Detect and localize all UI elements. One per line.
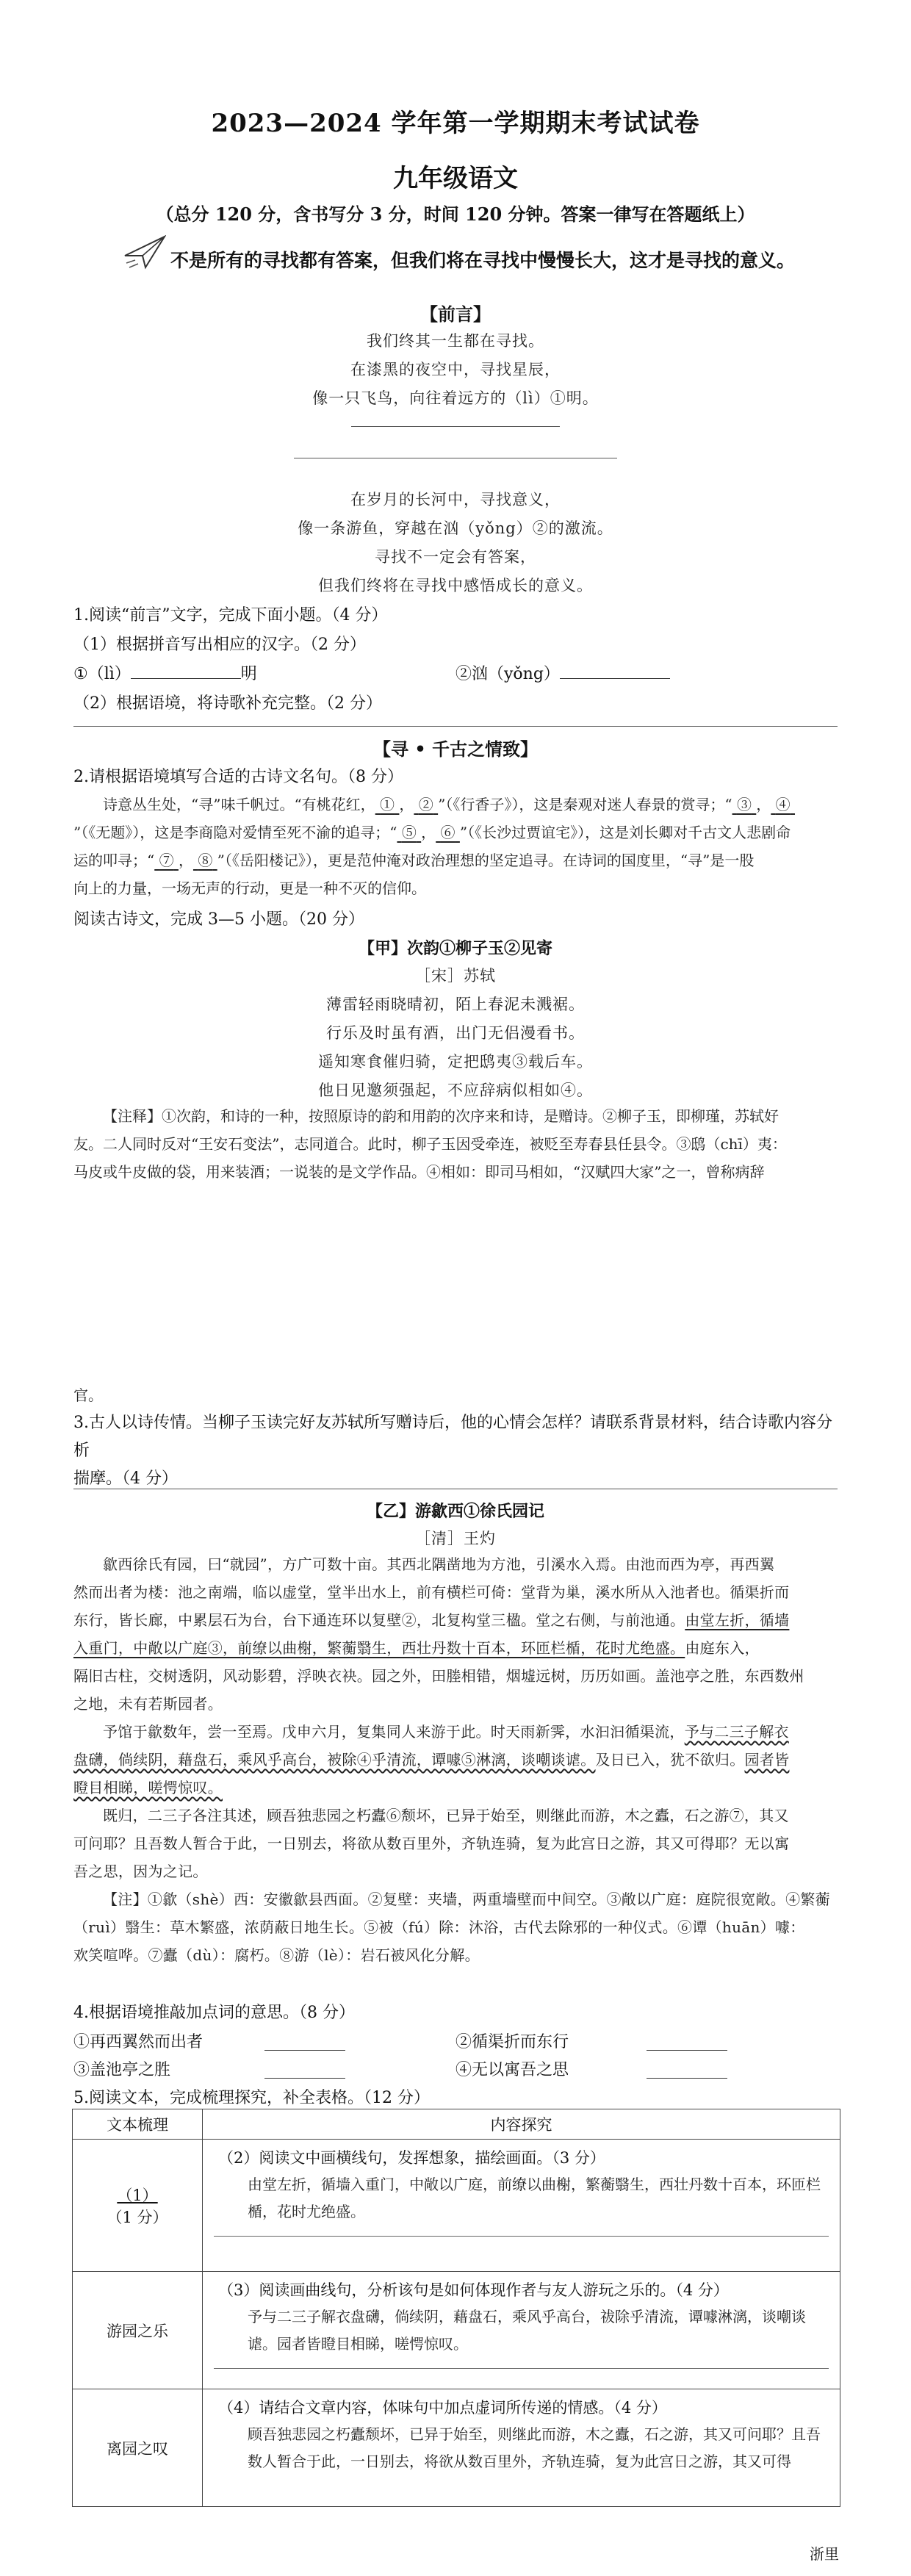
question-3	[73, 1409, 838, 1493]
q1-1b-label: ②汹（yǒng）	[455, 665, 560, 683]
wavy-sentence: 园者皆	[744, 1751, 790, 1769]
preface-line: 寻找不一定会有答案，	[375, 548, 536, 566]
question-4: 4.根据语境推敲加点词的意思。（8 分）	[73, 2004, 355, 2022]
question-5: 5.阅读文本，完成梳理探究，补全表格。（12 分）	[73, 2089, 430, 2107]
underlined-sentence: 由堂左折，循墙	[685, 1611, 790, 1629]
blank-4[interactable]: ④	[775, 796, 791, 813]
note-line: 欢笑喧哗。⑦蠹（dù）：腐朽。⑧游（lè）：岩石被风化分解。	[73, 1946, 480, 1964]
analysis-table	[72, 2109, 840, 2507]
answer-line[interactable]	[214, 2368, 829, 2369]
sub-body: 顾吾独悲园之朽蠹颓坏，已异于始至，则继此而游，木之蠹，石之游，其又可问耶？且吾数人暂合于此，一日别去，将欲从数百里外，齐轨连骑，复为此宫日之游，其又可得	[248, 2425, 821, 2470]
table-cell-left: 游园之乐	[73, 2272, 203, 2389]
q2-text: ”（《岳阳楼记》），更是范仲淹对政治理想的坚定追寻。在诗词的国度里，“寻”是一股	[217, 852, 755, 869]
score-label: （1 分）	[107, 2208, 168, 2226]
poem-jia-title: 【甲】次韵①柳子玉②见寄	[358, 939, 552, 958]
essay-line: 予馆于歙数年，尝一至焉。戊申六月，复集同人来游于此。时天雨新霁，水汩汩循渠流，予与二三子解衣	[103, 1723, 789, 1741]
exam-title: 2023—2024 学年第一学期期末考试试卷	[211, 109, 700, 138]
table-cell-right	[203, 2389, 840, 2507]
essay-line: 吾之思，因为之记。	[73, 1863, 208, 1880]
poem-jia-line: 他日见邀须强起，不应辞病似相如④。	[318, 1082, 593, 1099]
table-cell-right	[203, 2140, 840, 2272]
sub-body: 予与二三子解衣盘礴，倘续阴，藉盘石，乘风乎高台，祓除乎清流，谭噱淋漓，谈嘲谈谑。园者皆瞪目相睇，嗟愕惊叹。	[248, 2308, 806, 2353]
essay-yi-author: ［清］王灼	[415, 1530, 496, 1547]
note-line: 【注释】①次韵，和诗的一种，按照原诗的韵和用韵的次序来和诗，是赠诗。②柳子玉，即柳瑾，苏轼好	[103, 1107, 779, 1125]
preface-title: 【前言】	[420, 303, 491, 325]
question-1-1b	[455, 661, 670, 684]
answer-blank[interactable]	[264, 2078, 345, 2079]
wavy-sentence: 予与二三子解衣	[684, 1723, 789, 1741]
essay-line: 既归，二三子各注其述，顾吾独悲园之朽蠹⑥颓坏，已异于始至，则继此而游，木之蠹，石之游⑦，其又	[103, 1807, 789, 1824]
q3-line: 揣摩。（4 分）	[73, 1469, 178, 1488]
reading-intro: 阅读古诗文，完成 3—5 小题。（20 分）	[73, 910, 364, 929]
essay-yi-text	[73, 1550, 838, 1969]
essay-line: 歙西徐氏有园，曰“就园”，方广可数十亩。其西北隅凿地为方池，引溪水入焉。由池而西为亭，再西翼	[103, 1555, 775, 1573]
poem-jia-author: ［宋］苏轼	[415, 967, 496, 985]
question-4c: ③盖池亭之胜	[73, 2061, 171, 2079]
essay-line: 然而出者为楼：池之南端，临以虚堂，堂半出水上，前有横栏可倚：堂背为巢，溪水所从入池者也。循渠折而	[73, 1583, 790, 1601]
table-header-row	[73, 2109, 840, 2140]
table-cell-left	[73, 2140, 203, 2272]
note-line: 马皮或牛皮做的袋，用来装酒；一说装的是文学作品。④相如：即司马相如，“汉赋四大家”之一，曾称病辞	[73, 1163, 765, 1181]
q2-text: ”（《无题》），这是李商隐对爱情至死不渝的追寻；“	[73, 824, 397, 841]
q1-1a-label: ①（lì）	[73, 665, 131, 683]
q2-line: 运的叩寻；“ ⑦ ， ⑧ ”（《岳阳楼记》），更是范仲淹对政治理想的坚定追寻。在诗词的国度里，“寻”是一股	[73, 852, 755, 869]
preface-line: 在岁月的长河中，寻找意义，	[350, 491, 561, 508]
answer-blank-1[interactable]: （1）	[117, 2186, 158, 2204]
motto-text: 不是所有的寻找都有答案，但我们将在寻找中慢慢长大，这才是寻找的意义。	[170, 250, 796, 271]
essay-line: 隔旧古柱，交树透阴，风动影碧，浮映衣袂。园之外，田塍相错，烟墟远树，历历如画。盖池亭之胜，东西数州	[73, 1667, 804, 1685]
q3-line: 3.古人以诗传情。当柳子玉读完好友苏轼所写赠诗后，他的心情会怎样？请联系背景材料，结合诗歌内容分析	[73, 1414, 832, 1460]
essay-yi-title: 【乙】游歙西①徐氏园记	[366, 1502, 544, 1521]
q2-line: 诗意丛生处，“寻”味千帆过。“有桃花红， ① ， ② ”（《行香子》），这是秦观对迷人春景的赏寻；“ ③ ， ④	[73, 791, 838, 819]
note-line: 【注】①歙（shè）西：安徽歙县西面。②复壁：夹墙，两重墙壁而中间空。③敞以广庭：庭院很宽敞。④繁蘅	[103, 1890, 830, 1908]
q2-text: ”（《行香子》），这是秦观对迷人春景的赏寻；“	[438, 796, 732, 813]
table-header: 内容探究	[203, 2109, 840, 2140]
blank-3[interactable]: ③	[736, 796, 752, 813]
underlined-sentence: 入重门，中敞以广庭③，前缭以曲榭，繁蘅翳生，西壮丹数十百本，环匝栏楯，花时尤绝盛。	[73, 1639, 685, 1657]
wavy-sentence: 瞪目相睇，嗟愕惊叹。	[73, 1779, 223, 1796]
question-1: 1.阅读“前言”文字，完成下面小题。（4 分）	[73, 606, 388, 625]
answer-blank[interactable]	[647, 2078, 727, 2079]
poem-jia-notes	[73, 1102, 838, 1186]
section2-title: 【寻 • 千古之情致】	[372, 738, 539, 760]
table-cell-right	[203, 2272, 840, 2389]
blank-5[interactable]: ⑤	[401, 824, 417, 841]
preface-line: 在漆黑的夜空中，寻找星辰，	[350, 361, 561, 378]
essay-line: 可问耶？且吾数人暂合于此，一日别去，将欲从数百里外，齐轨连骑，复为此宫日之游，其又可得耶？无以寓	[73, 1835, 790, 1852]
wavy-sentence: 盘礴，倘续阴，藉盘石，乘风乎高台，被除④乎清流，谭噱⑤淋漓，谈嘲谈谑。	[73, 1751, 596, 1769]
q1-1a-suffix: 明	[240, 665, 257, 683]
answer-blank[interactable]	[647, 2050, 727, 2051]
blank-1[interactable]: ①	[380, 796, 395, 813]
question-4d: ④无以寓吾之思	[455, 2061, 569, 2079]
note-line: （ruì）翳生：草木繁盛，浓荫蔽日地生长。⑤被（fú）除：沐浴，古代去除邪的一种仪式。⑥谭（huān）噱：	[73, 1918, 805, 1936]
note-line: 官。	[73, 1386, 103, 1404]
exam-note: （总分 120 分，含书写分 3 分，时间 120 分钟。答案一律写在答题纸上）	[156, 204, 755, 225]
sub-question: （3）阅读画曲线句，分析该句是如何体现作者与友人游玩之乐的。（4 分）	[218, 2281, 729, 2299]
table-row	[73, 2272, 840, 2389]
q2-text: 运的叩寻；“	[73, 852, 155, 869]
essay-line	[73, 1774, 838, 1802]
question-2: 2.请根据语境填写合适的古诗文名句。（8 分）	[73, 768, 403, 786]
section-divider	[73, 726, 838, 727]
answer-blank[interactable]	[131, 678, 241, 679]
question-2-text	[73, 791, 838, 902]
blank-2[interactable]: ②	[418, 796, 433, 813]
poem-jia-line: 薄雷轻雨晓晴初，陌上春泥未溅裾。	[326, 996, 585, 1013]
q2-text: ”（《长沙过贾谊宅》），这是刘长卿对千古文人悲剧命	[459, 824, 791, 841]
paper-plane-icon	[123, 234, 166, 270]
blank-7[interactable]: ⑦	[159, 852, 174, 869]
question-1-1a	[73, 661, 257, 684]
sub-question: （2）阅读文中画横线句，发挥想象，描绘画面。（3 分）	[218, 2149, 605, 2167]
q2-line: 向上的力量，一场无声的行动，更是一种不灭的信仰。	[73, 879, 426, 897]
essay-line: 之地，未有若斯园者。	[73, 1695, 223, 1713]
table-row	[73, 2140, 840, 2272]
answer-blank[interactable]	[264, 2050, 345, 2051]
preface-line: 但我们终将在寻找中感悟成长的意义。	[318, 577, 593, 594]
answer-line	[351, 426, 560, 427]
preface-line: 像一只飞鸟，向往着远方的（lì）①明。	[312, 389, 599, 407]
sub-body: 由堂左折，循墙入重门，中敞以广庭，前缭以曲榭，繁蘅翳生，西壮丹数十百本，环匝栏楯，花时尤绝盛。	[248, 2176, 821, 2220]
essay-line: 盘礴，倘续阴，藉盘石，乘风乎高台，被除④乎清流，谭噱⑤淋漓，谈嘲谈谑。及日已入，犹不欲归。园者皆	[73, 1751, 790, 1769]
preface-line: 我们终其一生都在寻找。	[367, 332, 544, 350]
poem-jia-line: 遥知寒食催归骑，定把鸱夷③载后车。	[318, 1053, 593, 1071]
question-4b: ②循渠折而东行	[455, 2033, 569, 2051]
question-1-2: （2）根据语境，将诗歌补充完整。（2 分）	[73, 694, 382, 713]
essay-line: 东行，皆长廊，中累层石为台，台下通连环以复壁②，北复构堂三楹。堂之右侧，与前池通。由堂左折，循墙	[73, 1611, 790, 1629]
blank-6[interactable]: ⑥	[440, 824, 455, 841]
essay-line: 入重门，中敞以广庭③，前缭以曲榭，繁蘅翳生，西壮丹数十百本，环匝栏楯，花时尤绝盛。由庭东入，	[73, 1639, 760, 1657]
sub-question: （4）请结合文章内容，体味句中加点虚词所传递的情感。（4 分）	[218, 2399, 667, 2417]
footer-tag: 浙里	[810, 2545, 839, 2563]
table-row	[73, 2389, 840, 2507]
q2-text: 诗意丛生处，“寻”味千帆过。“有桃花红，	[103, 796, 375, 813]
note-line: 友。二人同时反对“王安石变法”，志同道合。此时，柳子玉因受牵连，被贬至寿春县任县令。③鸱（chī）夷：	[73, 1135, 787, 1153]
preface-line: 像一条游鱼，穿越在汹（yǒng）②的激流。	[298, 519, 613, 537]
question-4a: ①再西翼然而出者	[73, 2033, 204, 2051]
exam-subject: 九年级语文	[393, 164, 518, 193]
answer-blank[interactable]	[560, 678, 670, 679]
table-cell-left: 离园之叹	[73, 2389, 203, 2507]
q2-line: ”（《无题》），这是李商隐对爱情至死不渝的追寻；“ ⑤ ， ⑥ ”（《长沙过贾谊宅》），这是刘长卿对千古文人悲剧命	[73, 824, 791, 841]
answer-line[interactable]	[214, 2236, 829, 2237]
question-1-1: （1）根据拼音写出相应的汉字。（2 分）	[73, 636, 366, 654]
blank-8[interactable]: ⑧	[198, 852, 213, 869]
table-header: 文本梳理	[73, 2109, 203, 2140]
poem-jia-line: 行乐及时虽有酒，出门无侣漫看书。	[326, 1024, 585, 1042]
